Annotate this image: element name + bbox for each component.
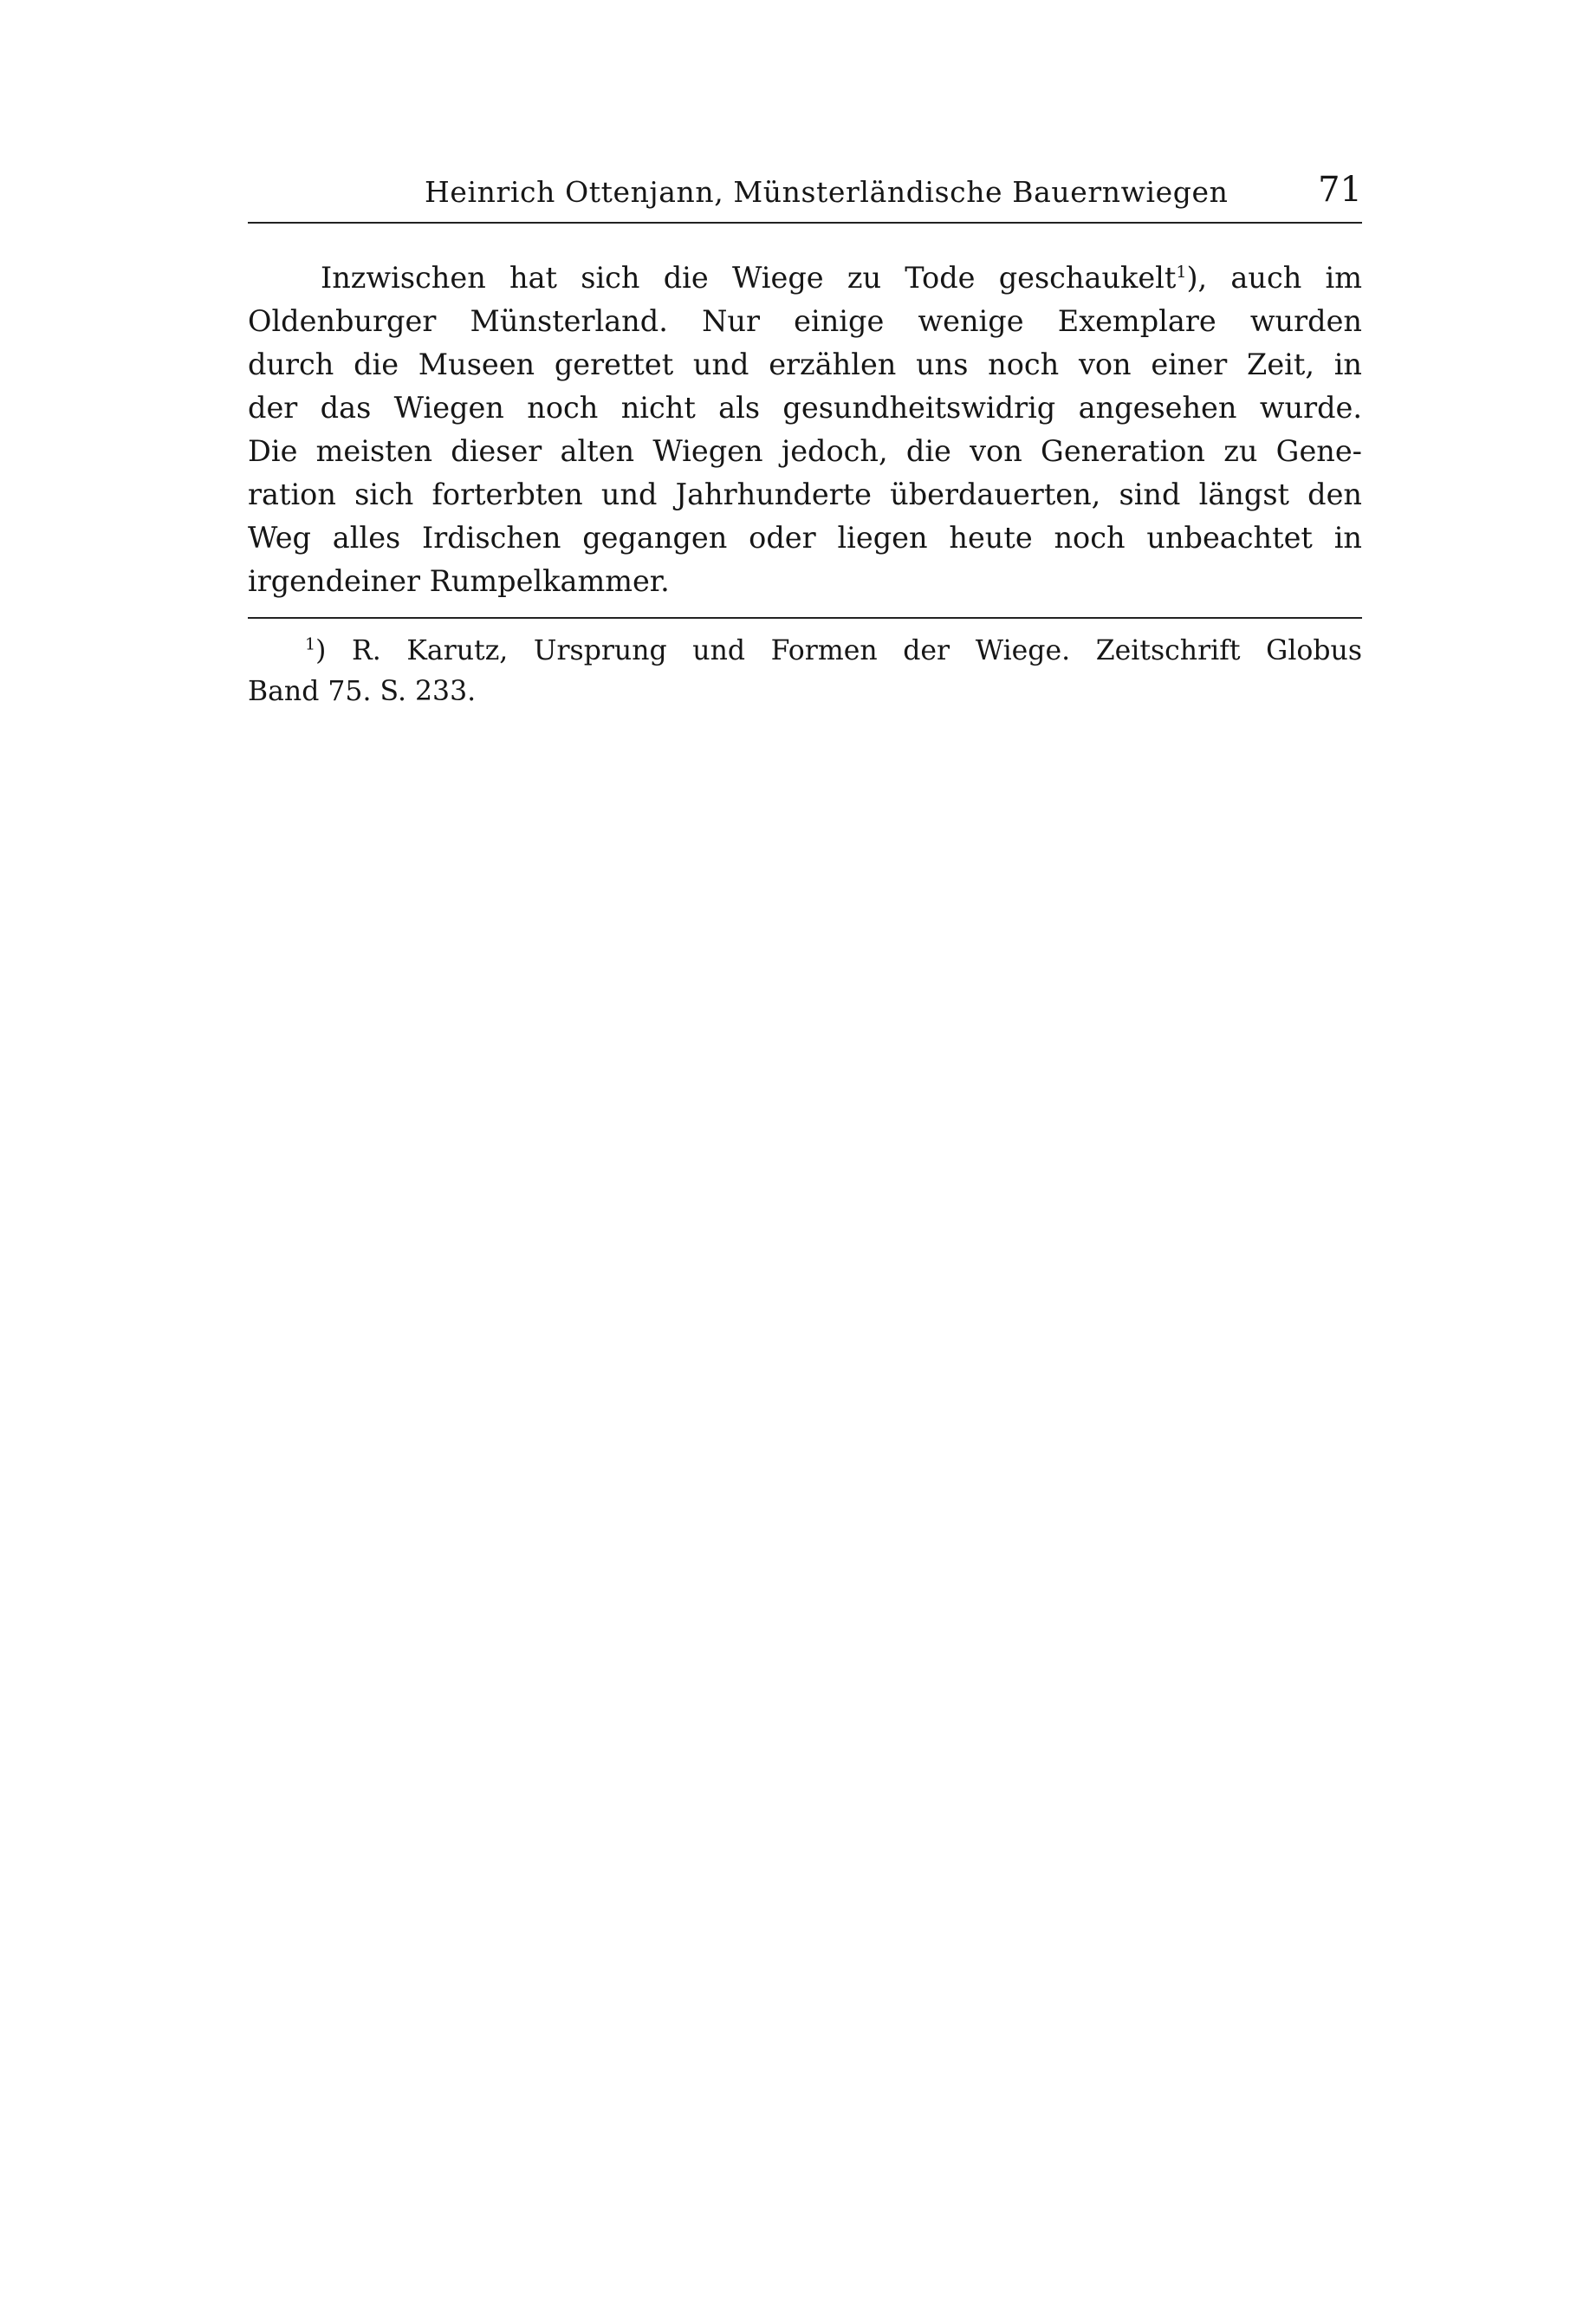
header-rule: [248, 222, 1362, 224]
paragraph-line: Oldenburger Münsterland. Nur einige wenige Exemplare wurden: [248, 304, 1362, 338]
paragraph-line: irgendeiner Rumpelkammer.: [248, 564, 670, 598]
paragraph-line-text: Inzwischen hat sich die Wiege zu Tode geschaukelt: [321, 261, 1177, 295]
footnote: [248, 631, 1362, 712]
footnote-line-text: ) R. Karutz, Ursprung und Formen der Wiege. Zeitschrift Globus: [315, 635, 1362, 666]
footnote-marker: 1: [305, 634, 316, 654]
page-header: [248, 170, 1362, 222]
body-paragraph: [248, 257, 1362, 603]
footnote-rule: [248, 617, 1362, 619]
footnote-line: [248, 631, 1362, 672]
running-head: Heinrich Ottenjann, Münsterländische Bauernwiegen: [425, 175, 1229, 209]
footnote-line: Band 75. S. 233.: [248, 676, 477, 707]
paragraph-line: Die meisten dieser alten Wiegen jedoch, die von Generation zu Gene-: [248, 434, 1362, 468]
paragraph-line: Weg alles Irdischen gegangen oder liegen heute noch unbeachtet in: [248, 521, 1362, 555]
paragraph-line: [248, 257, 1362, 300]
paragraph-line: ration sich forterbten und Jahrhunderte überdauerten, sind längst den: [248, 478, 1362, 511]
page-number: 71: [1318, 170, 1362, 210]
paragraph-line: der das Wiegen noch nicht als gesundheitswidrig angesehen wurde.: [248, 391, 1362, 425]
paragraph-line-text: ), auch im: [1186, 261, 1363, 295]
footnote-reference: 1: [1176, 262, 1187, 282]
paragraph-line: durch die Museen gerettet und erzählen uns noch von einer Zeit, in: [248, 348, 1362, 381]
